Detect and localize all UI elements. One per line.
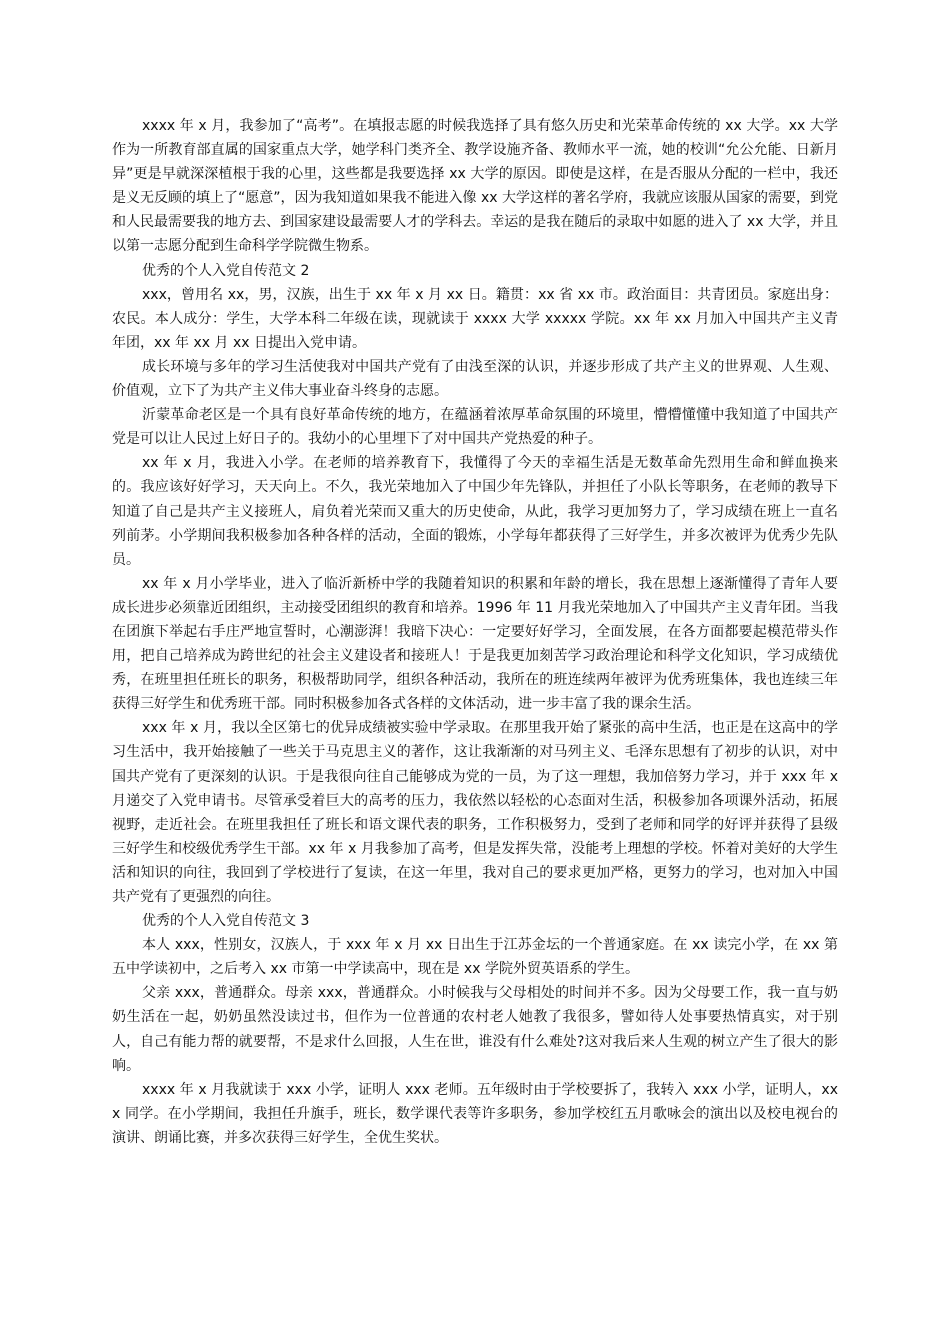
paragraph-college-entrance: xxxx 年 x 月，我参加了“高考”。在填报志愿的时候我选择了具有悠久历史和光荣革命传统的 xx 大学。xx 大学作为一所教育部直属的国家重点大学，她学科门类齐全、教学设施齐备、教师水平一流，她的校训“允公允能、日新月异”更是早就深深植根于我的心里，这些都是我要选择 xx 大学的原因。即使是这样，在是否服从分配的一栏中，我还是义无反顾的填上了“愿意”，因为我知道如果我不能进入像 xx 大学这样的著名学府，我就应该服从国家的需要，到党和人民最需要我的地方去、到国家建设最需要人才的学科去。幸运的是我在随后的录取中如愿的进入了 xx 大学，并且以第一志愿分配到生命科学学院微生物系。	[112, 118, 838, 255]
paragraph-high-school: xxx 年 x 月，我以全区第七的优异成绩被实验中学录取。在那里我开始了紧张的高中生活，也正是在这高中的学习生活中，我开始接触了一些关于马克思主义的著作，这让我渐渐的对马列主义、毛泽东思想有了初步的认识，对中国共产党有了更深刻的认识。于是我很向往自己能够成为党的一员，为了这一理想，我加倍努力学习，并于 xxx 年 x 月递交了入党申请书。尽管承受着巨大的高考的压力，我依然以轻松的心态面对生活，积极参加各项课外活动，拓展视野，走近社会。在班里我担任了班长和语文课代表的职务，工作积极努力，受到了老师和同学的好评并获得了县级三好学生和校级优秀学生干部。xx 年 x 月我参加了高考，但是发挥失常，没能考上理想的学校。怀着对美好的大学生活和知识的向往，我回到了学校进行了复读，在这一年里，我对自己的要求更加严格，更努力的学习，也对加入中国共产党有了更强烈的向往。	[112, 720, 838, 905]
paragraph-yimeng-region: 沂蒙革命老区是一个具有良好革命传统的地方，在蕴涵着浓厚革命氛围的环境里，懵懵懂懂中我知道了中国共产党是可以让人民过上好日子的。我幼小的心里埋下了对中国共产党热爱的种子。	[112, 407, 838, 448]
paragraph-primary-school-2: xxxx 年 x 月我就读于 xxx 小学，证明人 xxx 老师。五年级时由于学校要拆了，我转入 xxx 小学，证明人，xxx 同学。在小学期间，我担任升旗手，班长，数学课代表等许多职务，参加学校红五月歌咏会的演出以及校电视台的演讲、朗诵比赛，并多次获得三好学生，全优生奖状。	[112, 1081, 838, 1146]
paragraph-birth-education: 本人 xxx，性别女，汉族人，于 xxx 年 x 月 xx 日出生于江苏金坛的一个普通家庭。在 xx 读完小学，在 xx 第五中学读初中，之后考入 xx 市第一中学读高中，现在是 xx 学院外贸英语系的学生。	[112, 937, 838, 978]
section-heading-sample-3: 优秀的个人入党自传范文 3	[142, 913, 310, 930]
paragraph-parents: 父亲 xxx，普通群众。母亲 xxx，普通群众。小时候我与父母相处的时间并不多。因为父母要工作，我一直与奶奶生活在一起，奶奶虽然没读过书，但作为一位普通的农村老人她教了我很多，譬如待人处事要热情真实，对于别人，自己有能力帮的就要帮，不是求什么回报，人生在世，谁没有什么难处?这对我后来人生观的树立产生了很大的影响。	[112, 985, 838, 1074]
paragraph-growth-environment: 成长环境与多年的学习生活使我对中国共产党有了由浅至深的认识，并逐步形成了共产主义的世界观、人生观、价值观，立下了为共产主义伟大事业奋斗终身的志愿。	[112, 358, 838, 400]
paragraph-middle-school: xx 年 x 月小学毕业，进入了临沂新桥中学的我随着知识的积累和年龄的增长，我在思想上逐渐懂得了青年人要成长进步必须靠近团组织，主动接受团组织的教育和培养。1996 年 11 月我光荣地加入了中国共产主义青年团。当我在团旗下举起右手庄严地宣誓时，心潮澎湃！我暗下决心：一定要好好学习，全面发展，在各方面都要起模范带头作用，把自己培养成为跨世纪的社会主义建设者和接班人！于是我更加刻苦学习政治理论和科学文化知识，学习成绩优秀，在班里担任班长的职务，积极帮助同学，组织各种活动，我所在的班连续两年被评为优秀班集体，我也连续三年获得三好学生和优秀班干部。同时积极参加各式各样的文体活动，进一步丰富了我的课余生活。	[112, 575, 838, 713]
document-body	[112, 114, 838, 1150]
section-heading-sample-2: 优秀的个人入党自传范文 2	[142, 262, 310, 279]
paragraph-personal-info: xxx，曾用名 xx，男，汉族，出生于 xx 年 x 月 xx 日。籍贯：xx 省 xx 市。政治面目：共青团员。家庭出身：农民。本人成分：学生，大学本科二年级在读，现就读于 xxxx 大学 xxxxx 学院。xx 年 xx 月加入中国共产主义青年团，xx 年 xx 月 xx 日提出入党申请。	[112, 286, 838, 351]
paragraph-primary-school: xx 年 x 月，我进入小学。在老师的培养教育下，我懂得了今天的幸福生活是无数革命先烈用生命和鲜血换来的。我应该好好学习，天天向上。不久，我光荣地加入了中国少年先锋队，并担任了小队长等职务，在老师的教导下知道了自己是共产主义接班人，肩负着光荣而又重大的历史使命，从此，我学习更加努力了，学习成绩在班上一直名列前茅。小学期间我积极参加各种各样的活动，全面的锻炼，小学每年都获得了三好学生，并多次被评为优秀少先队员。	[112, 455, 838, 568]
